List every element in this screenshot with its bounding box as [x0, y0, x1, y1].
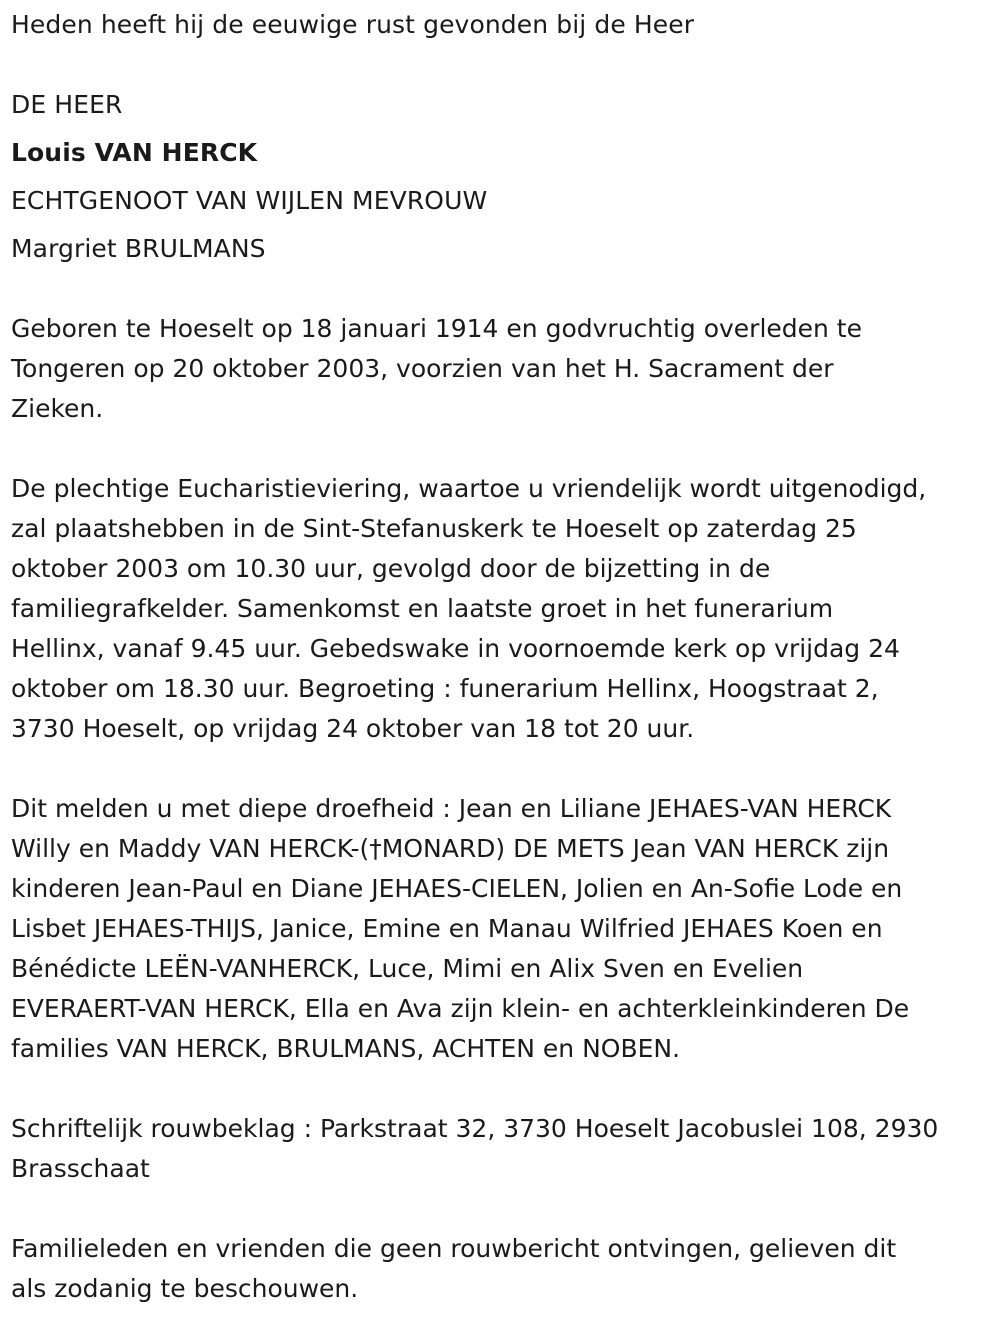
birth-death-line: Geboren te Hoeselt op 18 januari 1914 en godvruchtig overleden te — [11, 314, 862, 343]
ceremony-line: oktober 2003 om 10.30 uur, gevolgd door de bijzetting in de — [11, 554, 771, 583]
ceremony-line: familiegrafkelder. Samenkomst en laatste groet in het funerarium — [11, 594, 834, 623]
birth-death-paragraph — [11, 309, 862, 429]
spouse-name: Margriet BRULMANS — [11, 234, 266, 263]
family-line: Dit melden u met diepe droefheid : Jean en Liliane JEHAES-VAN HERCK — [11, 794, 892, 823]
closing-paragraph — [11, 1229, 896, 1309]
ceremony-line: 3730 Hoeselt, op vrijdag 24 oktober van 18 tot 20 uur. — [11, 714, 695, 743]
family-line: EVERAERT-VAN HERCK, Ella en Ava zijn klein- en achterkleinkinderen De — [11, 994, 910, 1023]
ceremony-line: zal plaatshebben in de Sint-Stefanuskerk te Hoeselt op zaterdag 25 — [11, 514, 857, 543]
condolence-paragraph — [11, 1109, 938, 1189]
closing-line: als zodanig te beschouwen. — [11, 1274, 359, 1303]
family-line: Bénédicte LEËN-VANHERCK, Luce, Mimi en Alix Sven en Evelien — [11, 954, 804, 983]
family-line: Willy en Maddy VAN HERCK-(†MONARD) DE METS Jean VAN HERCK zijn — [11, 834, 890, 863]
intro-text: Heden heeft hij de eeuwige rust gevonden bij de Heer — [11, 10, 695, 39]
family-line: Lisbet JEHAES-THIJS, Janice, Emine en Manau Wilfried JEHAES Koen en — [11, 914, 883, 943]
birth-death-line: Tongeren op 20 oktober 2003, voorzien van het H. Sacrament der — [11, 354, 834, 383]
ceremony-line: oktober om 18.30 uur. Begroeting : funerarium Hellinx, Hoogstraat 2, — [11, 674, 879, 703]
closing-line: Familieleden en vrienden die geen rouwbericht ontvingen, gelieven dit — [11, 1234, 897, 1263]
spouse-label: ECHTGENOOT VAN WIJLEN MEVROUW — [11, 186, 488, 215]
condolence-line: Brasschaat — [11, 1154, 150, 1183]
condolence-line: Schriftelijk rouwbeklag : Parkstraat 32, 3730 Hoeselt Jacobuslei 108, 2930 — [11, 1114, 939, 1143]
ceremony-line: De plechtige Eucharistieviering, waartoe u vriendelijk wordt uitgenodigd, — [11, 474, 927, 503]
ceremony-line: Hellinx, vanaf 9.45 uur. Gebedswake in voornoemde kerk op vrijdag 24 — [11, 634, 900, 663]
ceremony-paragraph — [11, 469, 926, 749]
family-line: families VAN HERCK, BRULMANS, ACHTEN en NOBEN. — [11, 1034, 681, 1063]
title-text: DE HEER — [11, 90, 123, 119]
birth-death-line: Zieken. — [11, 394, 104, 423]
family-line: kinderen Jean-Paul en Diane JEHAES-CIELEN, Jolien en An-Sofie Lode en — [11, 874, 903, 903]
deceased-name: Louis VAN HERCK — [11, 138, 258, 167]
family-paragraph — [11, 789, 909, 1069]
